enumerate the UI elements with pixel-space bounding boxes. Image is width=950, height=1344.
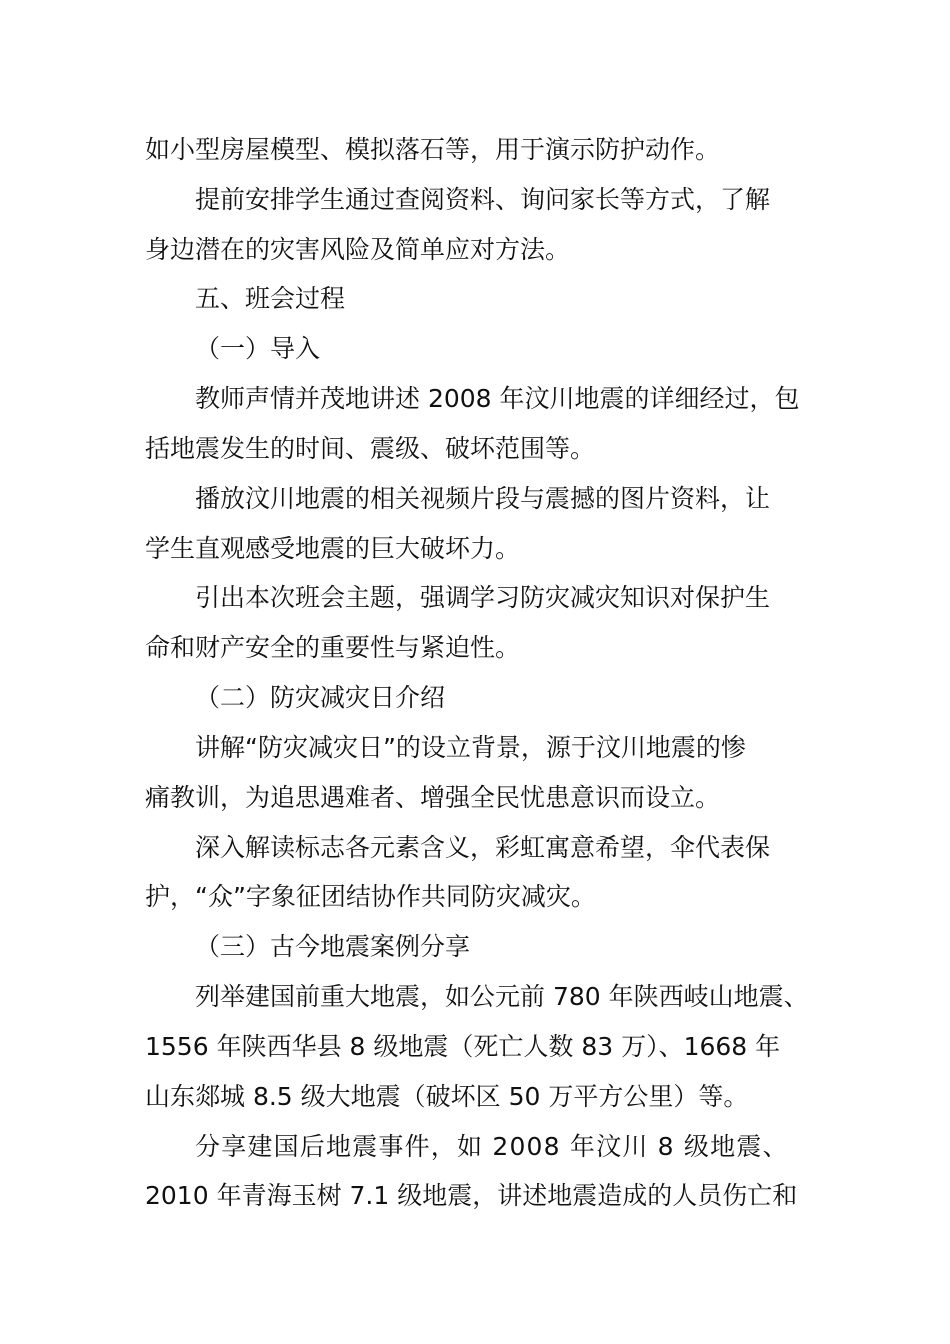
- text-line: 讲解“防灾减灾日”的设立背景，源于汶川地震的惨: [195, 733, 746, 762]
- text-line: 学生直观感受地震的巨大破坏力。: [145, 534, 521, 563]
- text-line: 痛教训，为追思遇难者、增强全民忧患意识而设立。: [145, 783, 721, 812]
- text-line: 如小型房屋模型、模拟落石等，用于演示防护动作。: [145, 135, 721, 164]
- text-line: 2010 年青海玉树 7.1 级地震，讲述地震造成的人员伤亡和: [145, 1181, 798, 1210]
- text-line: 身边潜在的灾害风险及简单应对方法。: [145, 235, 571, 264]
- text-line: 护，“众”字象征团结协作共同防灾减灾。: [145, 882, 596, 911]
- text-line: 教师声情并茂地讲述 2008 年汶川地震的详细经过，包: [195, 384, 800, 413]
- text-line: 命和财产安全的重要性与紧迫性。: [145, 633, 521, 662]
- text-line: 山东郯城 8.5 级大地震（破坏区 50 万平方公里）等。: [145, 1082, 749, 1111]
- text-line: 深入解读标志各元素含义，彩虹寓意希望，伞代表保: [195, 833, 771, 862]
- text-line: 列举建国前重大地震，如公元前 780 年陕西岐山地震、: [195, 982, 809, 1011]
- text-line: 提前安排学生通过查阅资料、询问家长等方式，了解: [195, 185, 771, 214]
- subsection-heading: （三）古今地震案例分享: [195, 932, 471, 961]
- subsection-heading: （一）导入: [195, 334, 321, 363]
- text-line: 1556 年陕西华县 8 级地震（死亡人数 83 万）、1668 年: [145, 1032, 781, 1061]
- text-line: 引出本次班会主题，强调学习防灾减灾知识对保护生: [195, 583, 771, 612]
- subsection-heading: （二）防灾减灾日介绍: [195, 683, 446, 712]
- section-heading: 五、班会过程: [195, 284, 346, 313]
- text-line: 分享建国后地震事件，如 2008 年汶川 8 级地震、: [195, 1132, 789, 1161]
- text-line: 播放汶川地震的相关视频片段与震撼的图片资料，让: [195, 484, 771, 513]
- text-line: 括地震发生的时间、震级、破坏范围等。: [145, 434, 596, 463]
